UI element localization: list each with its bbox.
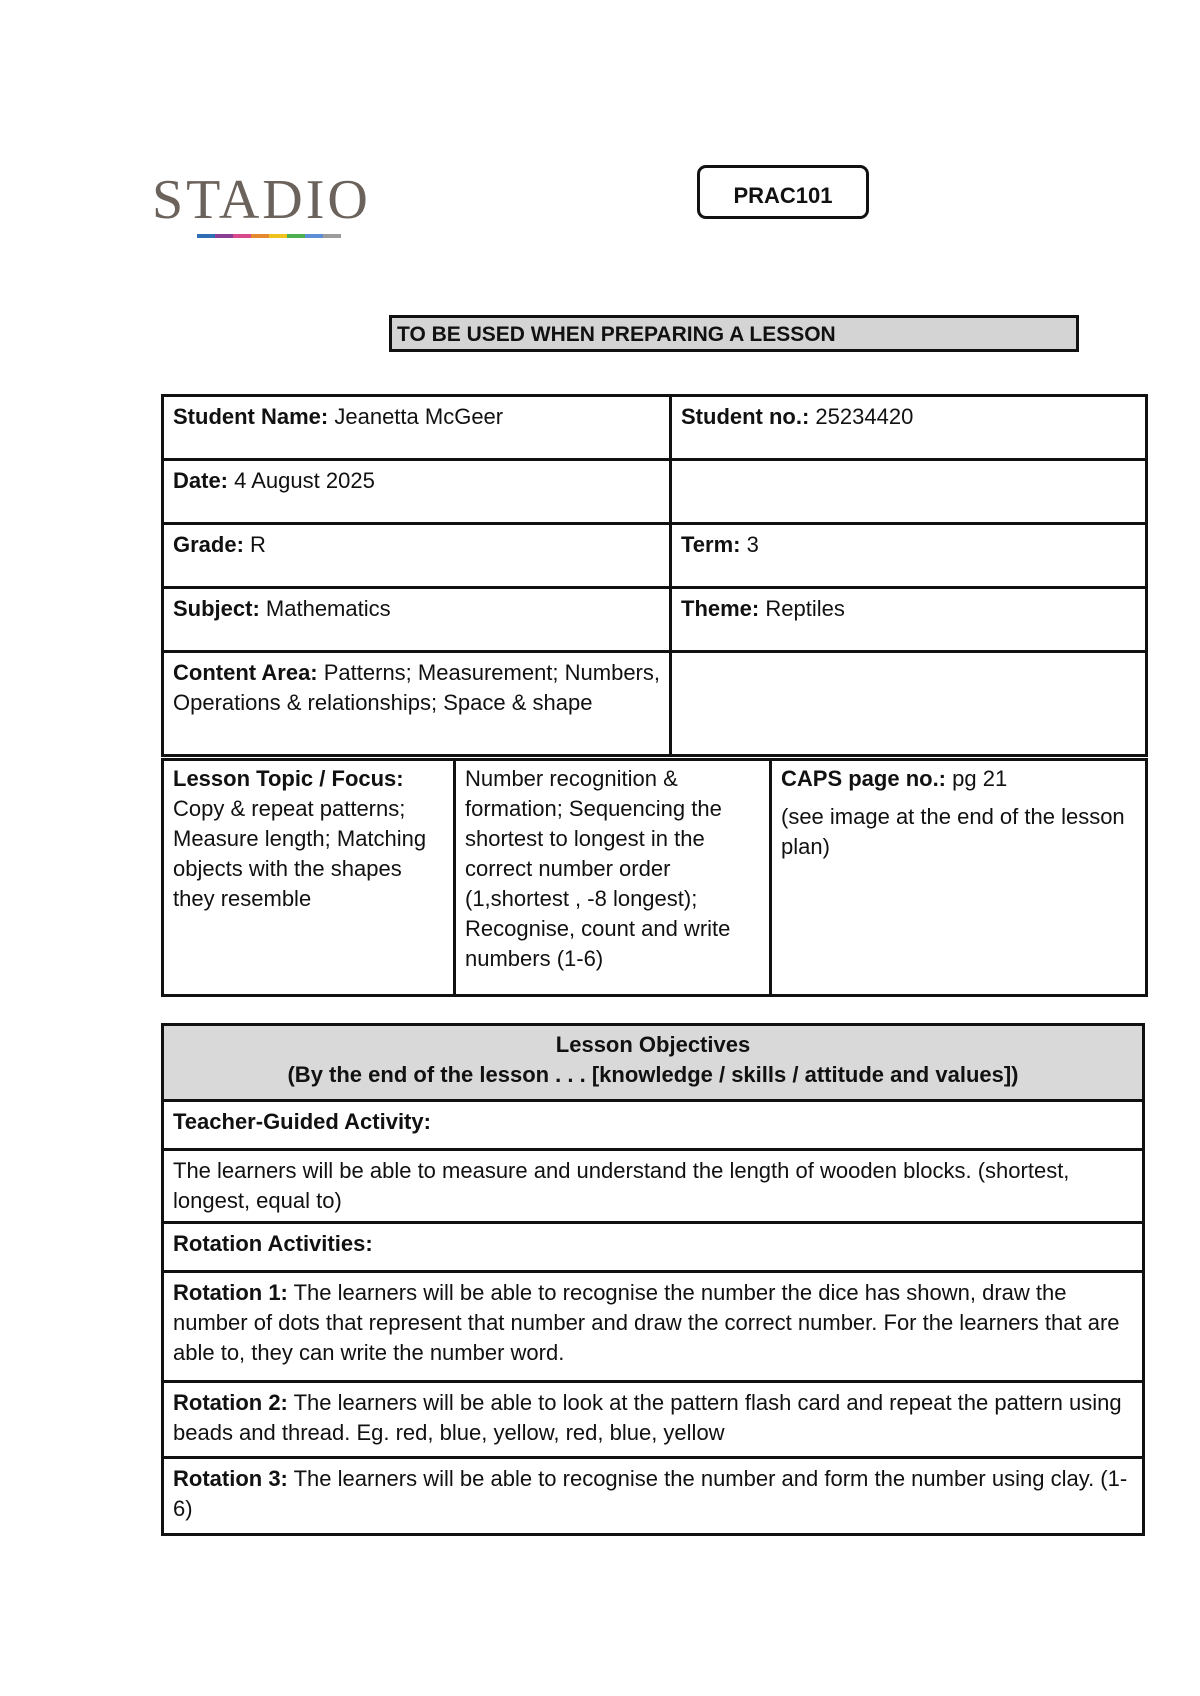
rotation-3-text: The learners will be able to recognise the number and form the number using clay. (1-6) [173,1466,1128,1521]
course-code-box: PRAC101 [697,165,869,219]
lesson-topic-table [161,758,1148,997]
table-row [163,652,1147,756]
topic-label: Lesson Topic / Focus: [173,766,404,791]
logo-bar-segment [197,234,215,238]
subject-cell: Subject: Mathematics [163,588,671,652]
date-cell: Date: 4 August 2025 [163,460,671,524]
stadio-logo [152,170,402,250]
empty-cell [671,460,1147,524]
student-name-value: Jeanetta McGeer [328,404,504,429]
rotation-3-cell: Rotation 3: The learners will be able to recognise the number and form the number using clay. (1-6) [163,1458,1144,1535]
topic-focus-continued-cell [455,760,771,996]
table-row [163,1101,1144,1150]
table-row [163,1382,1144,1458]
lesson-objectives-table [161,1023,1145,1536]
objectives-subheading: (By the end of the lesson . . . [knowledge / skills / attitude and values]) [287,1062,1019,1087]
logo-bar-segment [251,234,269,238]
rotation-1-cell: Rotation 1: The learners will be able to recognise the number the dice has shown, draw the number of dots that represent that number and draw the correct number. For the learners that are able to, they can write the number word. [163,1272,1144,1382]
term-value: 3 [740,532,759,557]
logo-bar-segment [233,234,251,238]
rotation-activities-label-cell: Rotation Activities: [163,1223,1144,1272]
table-row [163,1272,1144,1382]
table-row [163,760,1147,996]
caps-page-value: pg 21 [946,766,1008,791]
logo-bar-segment [269,234,287,238]
table-row [163,1223,1144,1272]
theme-value: Reptiles [759,596,845,621]
logo-text: STADIO [152,169,371,231]
grade-value: R [243,532,266,557]
content-area-value: Patterns; Measurement; Numbers, Operations & relationships; Space & shape [173,660,660,715]
table-row [163,1458,1144,1535]
table-row [163,524,1147,588]
objectives-header [163,1025,1144,1101]
logo-bar-segment [305,234,323,238]
topic-focus-text-2: Number recognition & formation; Sequencing the shortest to longest in the correct number order (1,shortest , -8 longest); Recognise, count and write numbers (1-6) [465,766,731,971]
student-no-value: 25234420 [809,404,914,429]
teacher-guided-text-cell: The learners will be able to measure and understand the length of wooden blocks. (shortest, longest, equal to) [163,1150,1144,1223]
subject-value: Mathematics [259,596,391,621]
date-value: 4 August 2025 [228,468,375,493]
caps-note: (see image at the end of the lesson plan) [781,804,1125,859]
table-row [163,460,1147,524]
student-info-table [161,394,1148,757]
topic-focus-text: Copy & repeat patterns; Measure length; Matching objects with the shapes they resemble [173,796,427,911]
student-name-cell: Student Name: Jeanetta McGeer [163,396,671,460]
teacher-guided-label-cell: Teacher-Guided Activity: [163,1101,1144,1150]
table-row [163,1150,1144,1223]
table-row [163,396,1147,460]
grade-cell: Grade: R [163,524,671,588]
rotation-1-text: The learners will be able to recognise the number the dice has shown, draw the number of dots that represent that number and draw the correct number. For the learners that are able to, they can write the number word. [173,1280,1120,1365]
term-cell: Term: 3 [671,524,1147,588]
caps-page-cell: CAPS page no.: pg 21 (see image at the end of the lesson plan) [771,760,1147,996]
empty-cell [671,652,1147,756]
objectives-heading: Lesson Objectives [555,1032,751,1057]
logo-color-bar [197,234,341,238]
rotation-2-cell: Rotation 2: The learners will be able to look at the pattern flash card and repeat the pattern using beads and thread. Eg. red, blue, yellow, red, blue, yellow [163,1382,1144,1458]
logo-bar-segment [323,234,341,238]
logo-bar-segment [215,234,233,238]
student-no-cell: Student no.: 25234420 [671,396,1147,460]
topic-focus-cell [163,760,455,996]
table-row [163,588,1147,652]
lesson-banner: TO BE USED WHEN PREPARING A LESSON [389,315,1079,352]
logo-bar-segment [287,234,305,238]
rotation-2-text: The learners will be able to look at the pattern flash card and repeat the pattern using beads and thread. Eg. red, blue, yellow, red, blue, yellow [173,1390,1122,1445]
table-row [163,1025,1144,1101]
content-area-cell: Content Area: Patterns; Measurement; Numbers, Operations & relationships; Space & shape [163,652,671,756]
theme-cell: Theme: Reptiles [671,588,1147,652]
